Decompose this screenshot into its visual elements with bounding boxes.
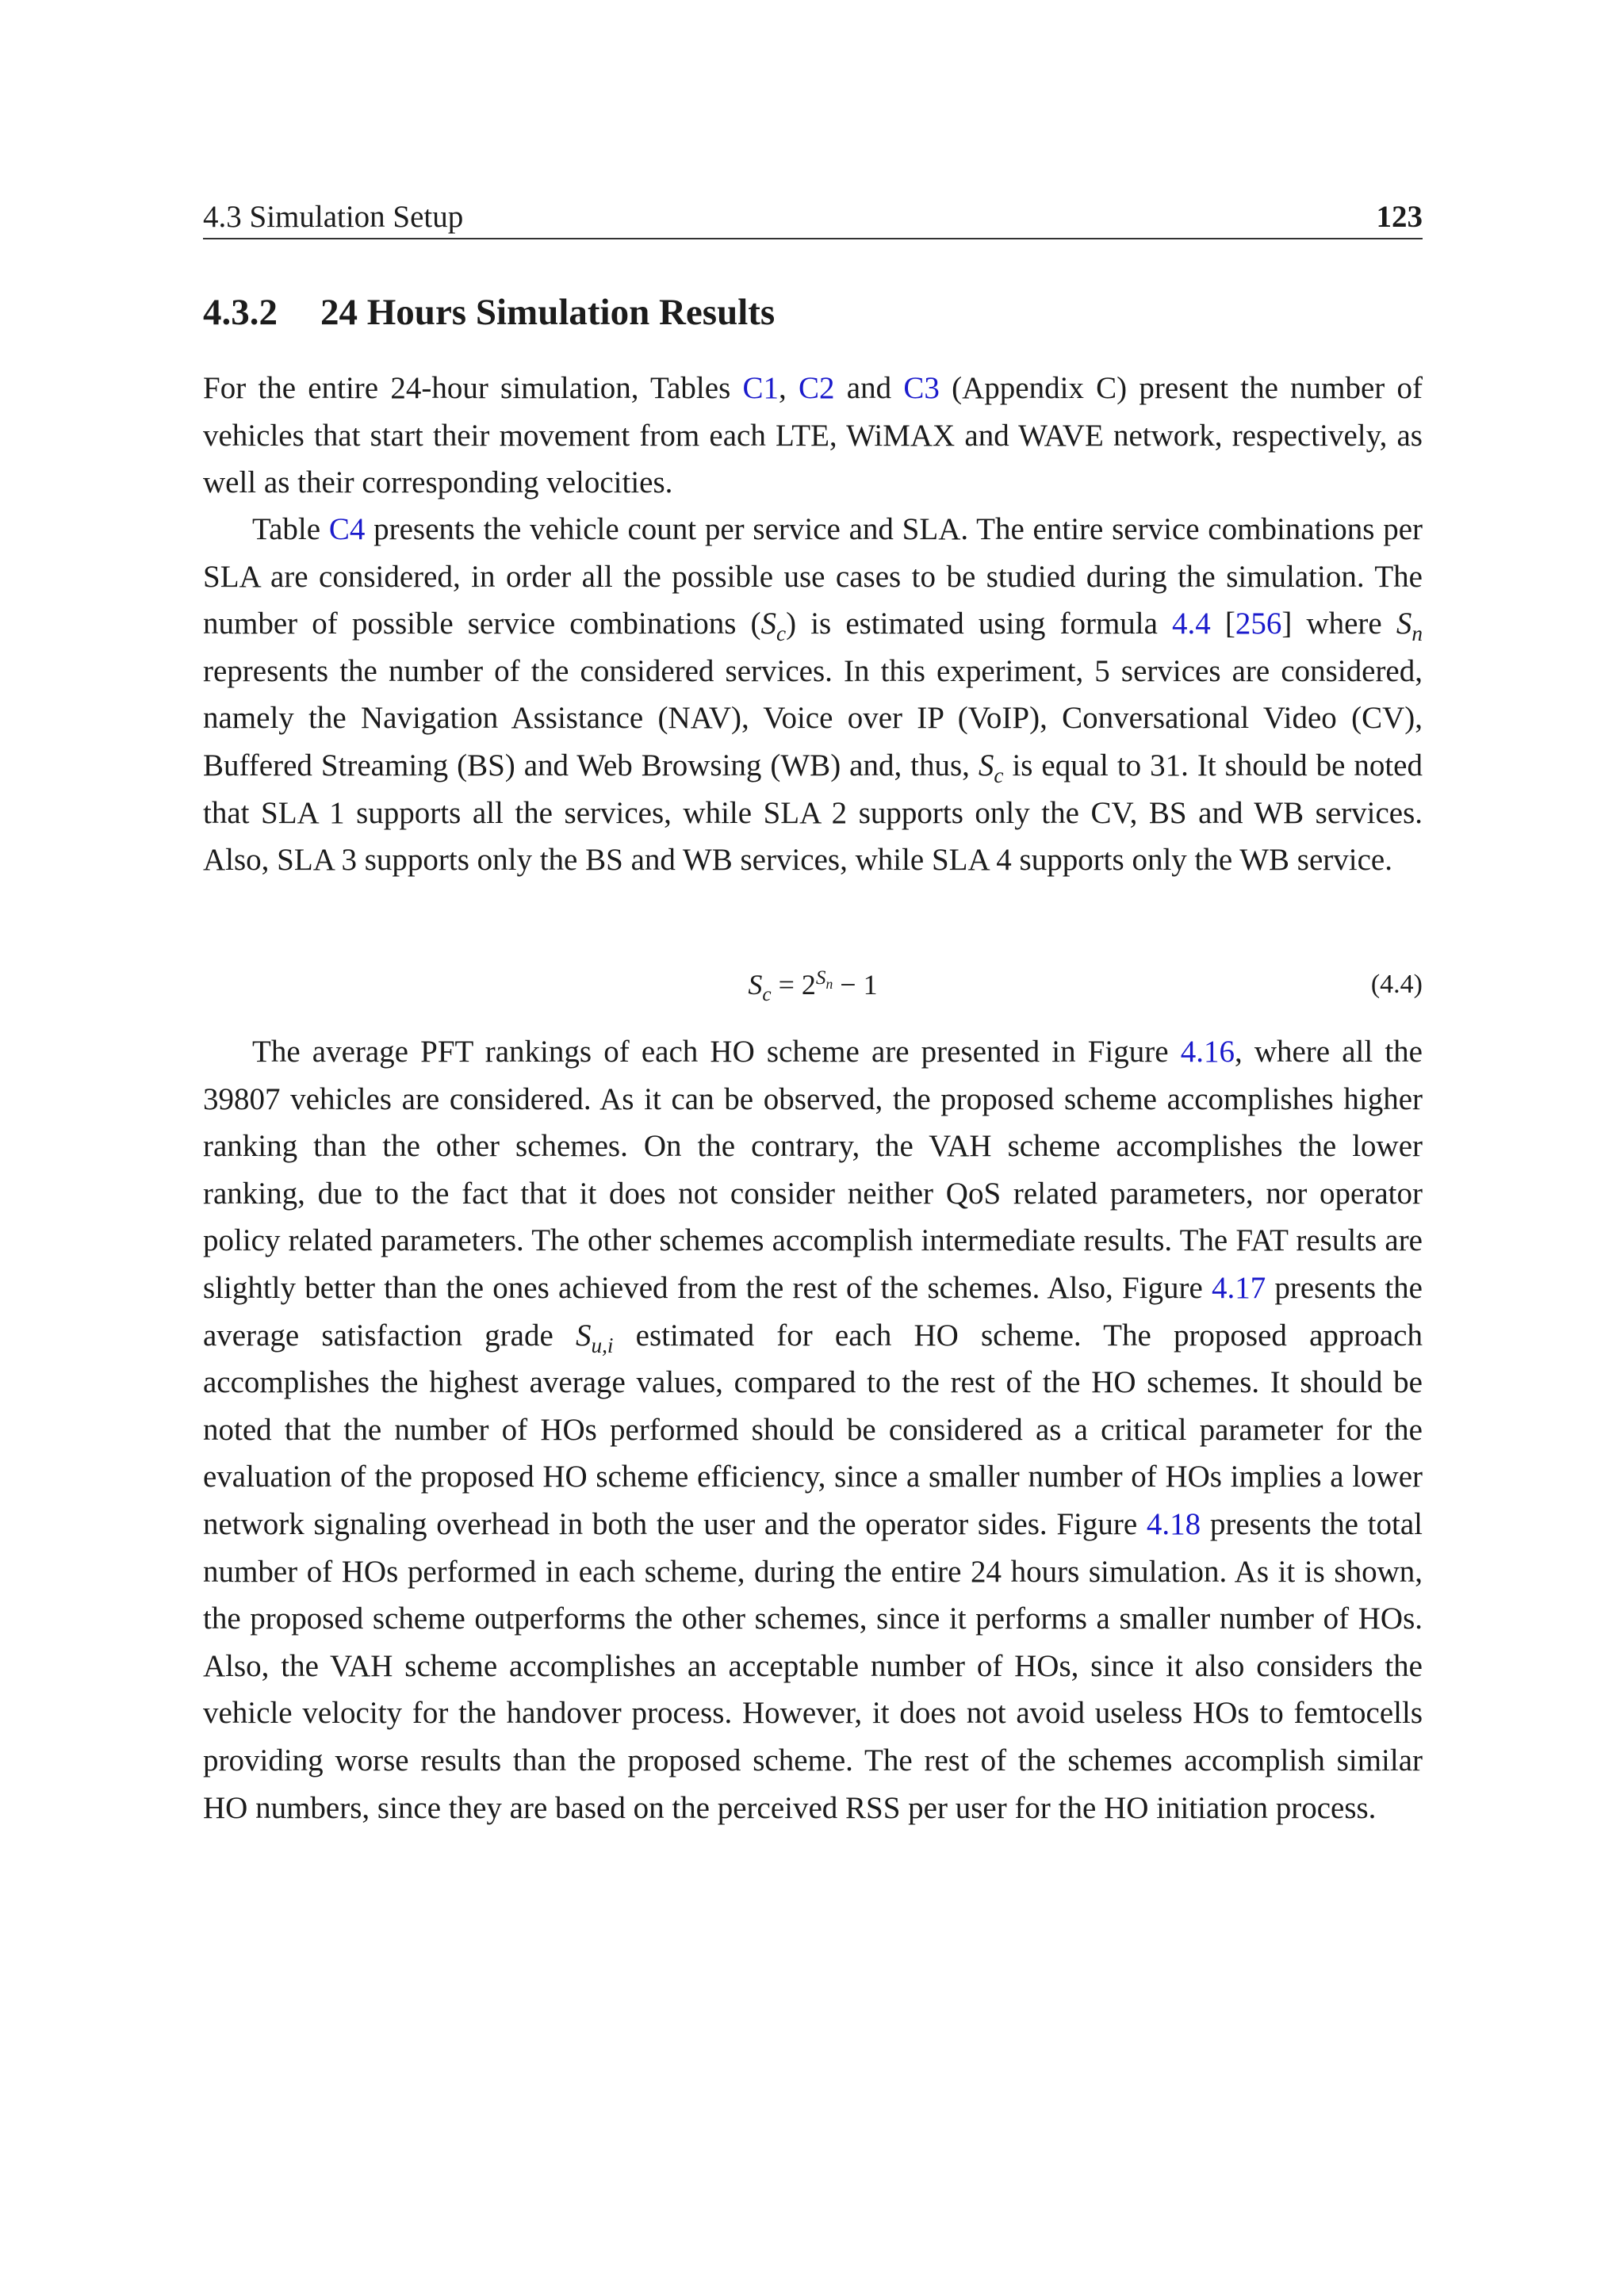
equation-number: (4.4) <box>1370 970 1423 999</box>
p1-text-2: , <box>779 371 799 405</box>
p3-text-1: The average PFT rankings of each HO scheme are presented in Figure <box>252 1035 1181 1069</box>
equation-4-4 <box>203 961 1423 1008</box>
p2-text-6: represents the number of the considered services. In this experiment, 5 services are considered, namely the Navigation Assistance (NAV), Voice over IP (VoIP), Conversational Video (CV), Buffered Streaming (BS) and Web Browsing (WB) and, thus, <box>203 653 1423 783</box>
p2-text-4: [ <box>1210 607 1235 641</box>
ref-figure-4-17[interactable]: 4.17 <box>1211 1270 1266 1305</box>
p2-text-3: ) is estimated using formula <box>786 607 1173 641</box>
ref-table-c3[interactable]: C3 <box>903 371 940 405</box>
paragraph-1 <box>203 365 1423 507</box>
p3-text-5: presents the total number of HOs performed in each scheme, during the entire 24 hours simulation. As it is shown, the proposed scheme outperforms the other schemes, since it performs a smaller number of HOs. Also, the VAH scheme accomplishes an acceptable number of HOs, since it also considers the vehicle velocity for the handover process. However, it does not avoid useless HOs to femtocells providing worse results than the proposed scheme. The rest of the schemes accomplish similar HO numbers, since they are based on the perceived RSS per user for the HO initiation process. <box>203 1506 1423 1825</box>
symbol-s-n: $S_n$ <box>1396 607 1423 645</box>
ref-table-c2[interactable]: C2 <box>799 371 835 405</box>
paragraph-3 <box>203 1028 1423 1831</box>
paragraph-2 <box>203 506 1423 884</box>
page-number: 123 <box>1376 200 1423 234</box>
ref-formula-4-4[interactable]: 4.4 <box>1172 607 1211 641</box>
ref-figure-4-18[interactable]: 4.18 <box>1146 1506 1201 1541</box>
running-header <box>203 197 1423 239</box>
section-title: 24 Hours Simulation Results <box>320 292 776 333</box>
ref-citation-256[interactable]: 256 <box>1235 607 1282 641</box>
section-number: 4.3.2 <box>203 292 278 333</box>
symbol-s-c: $S_c$ <box>760 607 787 645</box>
running-title: 4.3 Simulation Setup <box>203 200 464 234</box>
symbol-s-ui: $S_{u,i}$ <box>575 1318 614 1357</box>
ref-table-c4[interactable]: C4 <box>328 512 366 546</box>
p2-text-7: is equal to 31. It should be noted that SLA 1 supports all the services, while SLA 2 supports only the CV, BS and WB services. Also, SLA 3 supports only the BS and WB services, while SLA 4 supports only the WB service. <box>203 748 1423 878</box>
p1-text-4: (Appendix C) present the number of vehicles that start their movement from each LTE, WiMAX and WAVE network, respectively, as well as their corresponding velocities. <box>203 371 1423 500</box>
p3-text-3: presents the average satisfaction grade <box>203 1270 1423 1353</box>
ref-figure-4-16[interactable]: 4.16 <box>1180 1035 1235 1069</box>
p3-text-4: estimated for each HO scheme. The proposed approach accomplishes the highest average values, compared to the rest of the HO schemes. It should be noted that the number of HOs performed should be considered as a critical parameter for the evaluation of the proposed HO scheme efficiency, since a smaller number of HOs implies a lower network signaling overhead in both the user and the operator sides. Figure <box>203 1318 1423 1541</box>
p1-text-1: For the entire 24-hour simulation, Tables <box>203 371 743 405</box>
section-heading <box>203 287 775 338</box>
p2-text-5: ] where <box>1281 607 1396 641</box>
p2-text-1: Table <box>252 512 329 546</box>
p3-text-2: , where all the 39807 vehicles are considered. As it can be observed, the proposed scheme accomplishes higher ranking than the other schemes. On the contrary, the VAH scheme accomplishes the lower ranking, due to the fact that it does not consider neither QoS related parameters, nor operator policy related parameters. The other schemes accomplish intermediate results. The FAT results are slightly better than the ones achieved from the rest of the schemes. Also, Figure <box>203 1035 1423 1305</box>
ref-table-c1[interactable]: C1 <box>742 371 779 405</box>
equation-expression: $S_c = 2^{S_n} - 1$ <box>748 967 878 1006</box>
p1-text-3: and <box>834 371 904 405</box>
p2-text-2: presents the vehicle count per service and SLA. The entire service combinations per SLA are considered, in order all the possible use cases to be studied during the simulation. The number of possible service combinations ( <box>203 512 1423 641</box>
symbol-s-c-2: $S_c$ <box>978 748 1004 787</box>
